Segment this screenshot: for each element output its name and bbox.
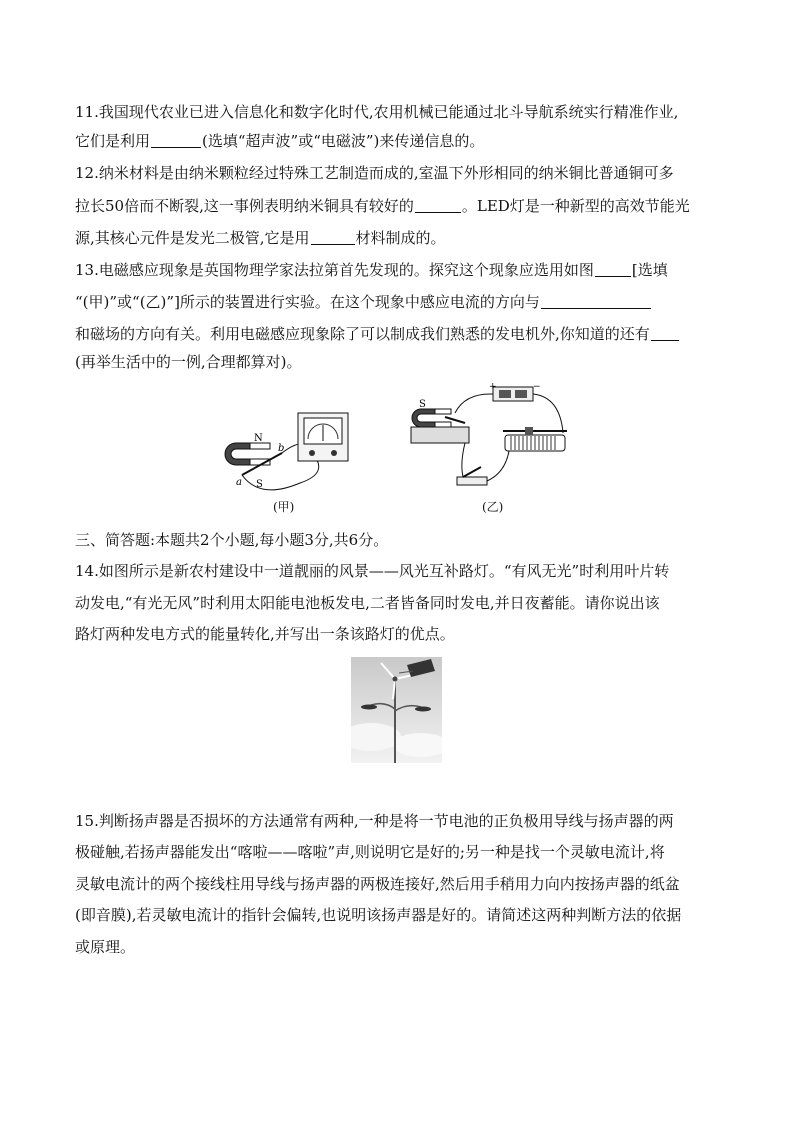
q12-text-c: 源,其核心元件是发光二极管,它是用 xyxy=(75,229,310,247)
q11-text-b: (选填“超声波”或“电磁波”)来传递信息的。 xyxy=(202,132,485,150)
q12-line-2 xyxy=(75,196,690,216)
q13-line-2 xyxy=(75,292,652,312)
section-3-heading: 三、简答题:本题共2个小题,每小题3分,共6分。 xyxy=(75,531,389,549)
q14-line-1: 14.如图所示是新农村建设中一道靓丽的风景——风光互补路灯。“有风无光”时利用叶片转 xyxy=(75,562,670,580)
q11-answer-blank[interactable] xyxy=(151,132,201,148)
q12-text-d: 材料制成的。 xyxy=(355,229,446,247)
q11-text-a: 它们是利用 xyxy=(75,132,151,150)
q15-line-1: 15.判断扬声器是否损坏的方法通常有两种,一种是将一节电池的正负极用导线与扬声器的两 xyxy=(75,812,674,830)
q13-line-3 xyxy=(75,324,680,344)
q12-answer-blank-1[interactable] xyxy=(415,197,461,213)
label-minus: − xyxy=(533,383,541,392)
q13-text-d: 和磁场的方向有关。利用电磁感应现象除了可以制成我们熟悉的发电机外,你知道的还有 xyxy=(75,325,650,343)
q13-answer-blank-2[interactable] xyxy=(541,293,651,309)
q12-line-3 xyxy=(75,228,446,248)
street-lamp-photo xyxy=(351,657,442,763)
label-S-2: S xyxy=(419,399,426,410)
label-S: S xyxy=(256,479,263,490)
q13-line-1 xyxy=(75,260,668,280)
q14-line-2: 动发电,“有光无风”时利用太阳能电池板发电,二者皆备同时发电,并日夜蓄能。请你说出该 xyxy=(75,594,660,612)
q14-line-3: 路灯两种发电方式的能量转化,并写出一条该路灯的优点。 xyxy=(75,625,455,643)
q12-text-a: 拉长50倍而不断裂,这一事例表明纳米铜具有较好的 xyxy=(75,197,414,215)
q11-line-1: 11.我国现代农业已进入信息化和数字化时代,农用机械已能通过北斗导航系统实行精准作业, xyxy=(75,103,679,121)
q15-line-3: 灵敏电流计的两个接线柱用导线与扬声器的两极连接好,然后用手稍用力向内按扬声器的纸盆 xyxy=(75,875,680,893)
q15-line-5: 或原理。 xyxy=(75,938,136,956)
q13-text-c: “(甲)”或“(乙)”]所示的装置进行实验。在这个现象中感应电流的方向与 xyxy=(75,293,540,311)
q12-answer-blank-2[interactable] xyxy=(311,229,355,245)
label-b: b xyxy=(278,443,285,454)
q15-line-2: 极碰触,若扬声器能发出“喀啦——喀啦”声,则说明它是好的;另一种是找一个灵敏电流计,将 xyxy=(75,843,665,861)
q13-answer-blank-1[interactable] xyxy=(595,261,631,277)
q13-text-b: [选填 xyxy=(631,261,668,279)
figure-yi-caption: (乙) xyxy=(482,500,504,514)
figure-jia-caption: (甲) xyxy=(273,500,295,514)
label-a: a xyxy=(236,477,242,488)
q12-text-b: 。LED灯是一种新型的高效节能光 xyxy=(461,197,690,215)
q12-line-1: 12.纳米材料是由纳米颗粒经过特殊工艺制造而成的,室温下外形相同的纳米铜比普通铜可多 xyxy=(75,164,674,182)
q15-line-4: (即音膜),若灵敏电流计的指针会偏转,也说明该扬声器是好的。请简述这两种判断方法的依据 xyxy=(75,906,682,924)
q13-line-4: (再举生活中的一例,合理都算对)。 xyxy=(75,353,302,371)
label-plus: + xyxy=(489,383,497,392)
q11-line-2 xyxy=(75,131,484,151)
figure-yi xyxy=(405,383,575,493)
label-N: N xyxy=(254,433,263,444)
q13-text-a: 13.电磁感应现象是英国物理学家法拉第首先发现的。探究这个现象应选用如图 xyxy=(75,261,594,279)
figure-jia xyxy=(220,405,370,495)
q13-answer-blank-3[interactable] xyxy=(651,325,679,341)
